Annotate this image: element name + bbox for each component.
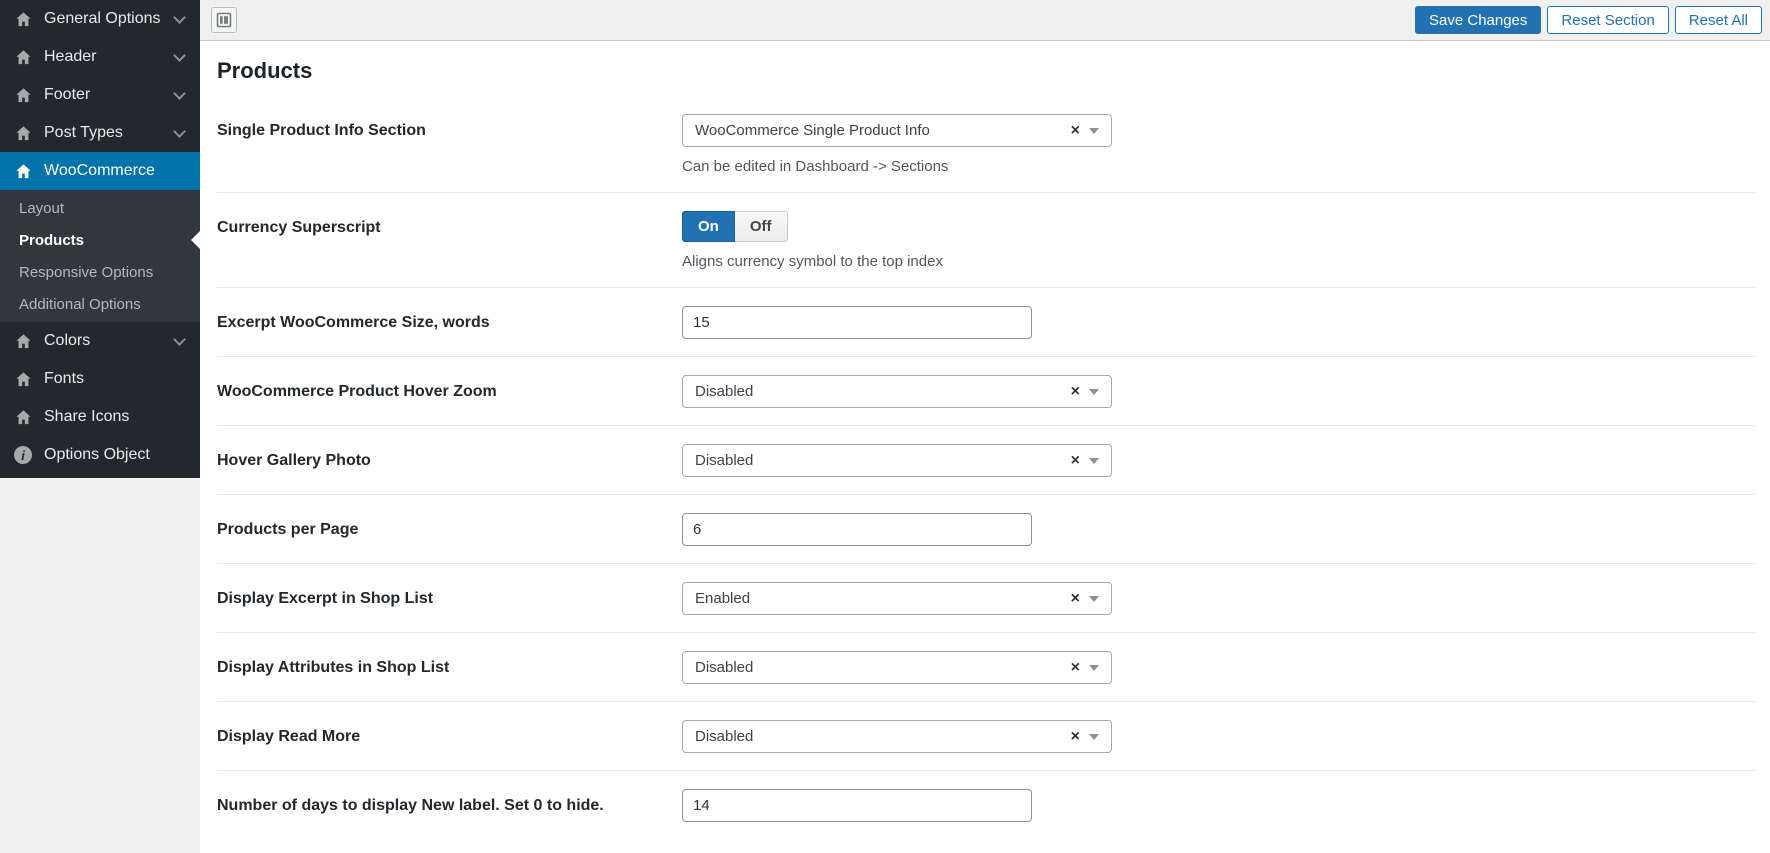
toggle-off-button[interactable]: Off <box>735 211 788 242</box>
clear-selection-icon[interactable]: × <box>1070 727 1080 745</box>
woocommerce-submenu <box>0 190 200 322</box>
sidebar-item-header[interactable] <box>0 38 200 76</box>
submenu-item-responsive-options[interactable] <box>0 256 200 288</box>
sidebar-item-label: Colors <box>44 332 91 349</box>
chevron-down-icon <box>173 125 186 138</box>
clear-selection-icon[interactable]: × <box>1070 121 1080 139</box>
dropdown-arrow-icon[interactable] <box>1089 734 1099 740</box>
sidebar-item-share-icons[interactable] <box>0 398 200 436</box>
selected-value: WooCommerce Single Product Info <box>695 122 930 139</box>
form-row <box>217 96 1755 193</box>
sidebar-item-label: Header <box>44 48 97 65</box>
single-product-info-select[interactable] <box>682 114 1112 147</box>
selected-value: Disabled <box>695 452 754 469</box>
home-icon <box>13 161 33 181</box>
field-label: WooCommerce Product Hover Zoom <box>217 383 497 400</box>
display-attributes-select[interactable] <box>682 651 1112 684</box>
submenu-item-additional-options[interactable] <box>0 288 200 320</box>
form-row <box>217 357 1755 426</box>
save-changes-button[interactable]: Save Changes <box>1415 6 1541 34</box>
chevron-down-icon <box>173 87 186 100</box>
options-content <box>200 41 1770 853</box>
field-label: Products per Page <box>217 521 359 538</box>
form-row <box>217 633 1755 702</box>
clear-selection-icon[interactable]: × <box>1070 382 1080 400</box>
currency-superscript-toggle <box>682 211 788 242</box>
submenu-item-layout[interactable] <box>0 192 200 224</box>
dropdown-arrow-icon[interactable] <box>1089 665 1099 671</box>
clear-selection-icon[interactable]: × <box>1070 451 1080 469</box>
options-toolbar <box>200 0 1770 41</box>
sidebar-item-post-types[interactable] <box>0 114 200 152</box>
display-excerpt-select[interactable] <box>682 582 1112 615</box>
submenu-item-label: Layout <box>19 199 65 217</box>
toolbar-actions <box>1415 6 1762 34</box>
home-icon <box>13 369 33 389</box>
field-label: Display Attributes in Shop List <box>217 659 450 676</box>
home-icon <box>13 9 33 29</box>
sidebar-item-label: Share Icons <box>44 408 130 425</box>
sidebar-nav <box>0 0 200 478</box>
form-row <box>217 771 1755 839</box>
hover-zoom-select[interactable] <box>682 375 1112 408</box>
submenu-item-label: Additional Options <box>19 295 141 313</box>
excerpt-size-input[interactable] <box>682 306 1032 339</box>
sidebar-item-label: General Options <box>44 10 161 27</box>
field-label: Hover Gallery Photo <box>217 452 371 469</box>
field-label: Display Excerpt in Shop List <box>217 590 434 607</box>
sidebar-item-general-options[interactable] <box>0 0 200 38</box>
expand-options-button[interactable] <box>211 7 237 33</box>
sidebar-item-label: Footer <box>44 86 91 103</box>
current-item-arrow-icon <box>191 231 200 249</box>
sidebar-item-colors[interactable] <box>0 322 200 360</box>
sidebar-item-label: Options Object <box>44 446 150 463</box>
toggle-on-button[interactable]: On <box>682 211 735 242</box>
field-label: Excerpt WooCommerce Size, words <box>217 314 490 331</box>
home-icon <box>13 47 33 67</box>
form-row <box>217 193 1755 288</box>
sidebar-item-label: WooCommerce <box>44 162 155 179</box>
dropdown-arrow-icon[interactable] <box>1089 128 1099 134</box>
field-label: Display Read More <box>217 728 361 745</box>
options-sidebar <box>0 0 200 853</box>
display-read-more-select[interactable] <box>682 720 1112 753</box>
main-panel <box>200 0 1770 853</box>
clear-selection-icon[interactable]: × <box>1070 658 1080 676</box>
selected-value: Disabled <box>695 728 754 745</box>
sidebar-item-options-object[interactable] <box>0 436 200 474</box>
info-icon: i <box>13 445 33 465</box>
clear-selection-icon[interactable]: × <box>1070 589 1080 607</box>
home-icon <box>13 331 33 351</box>
sidebar-item-label: Fonts <box>44 370 85 387</box>
submenu-item-label: Responsive Options <box>19 263 154 281</box>
chevron-down-icon <box>173 49 186 62</box>
form-row <box>217 702 1755 771</box>
form-row <box>217 288 1755 357</box>
home-icon <box>13 85 33 105</box>
sidebar-item-footer[interactable] <box>0 76 200 114</box>
field-label: Currency Superscript <box>217 219 381 236</box>
sidebar-item-woocommerce[interactable] <box>0 152 200 190</box>
selected-value: Disabled <box>695 659 754 676</box>
products-per-page-input[interactable] <box>682 513 1032 546</box>
selected-value: Disabled <box>695 383 754 400</box>
chevron-down-icon <box>173 333 186 346</box>
dropdown-arrow-icon[interactable] <box>1089 458 1099 464</box>
dropdown-arrow-icon[interactable] <box>1089 389 1099 395</box>
layout-toggle-icon <box>216 12 232 28</box>
page-title: Products <box>217 58 313 83</box>
field-help-text: Aligns currency symbol to the top index <box>682 253 943 270</box>
field-label: Number of days to display New label. Set 0 to hide. <box>217 797 604 814</box>
submenu-item-products[interactable] <box>0 224 200 256</box>
hover-gallery-photo-select[interactable] <box>682 444 1112 477</box>
home-icon <box>13 407 33 427</box>
chevron-down-icon <box>173 11 186 24</box>
form-row <box>217 564 1755 633</box>
sidebar-item-fonts[interactable] <box>0 360 200 398</box>
dropdown-arrow-icon[interactable] <box>1089 596 1099 602</box>
field-help-text: Can be edited in Dashboard -> Sections <box>682 158 949 175</box>
reset-all-button[interactable]: Reset All <box>1675 6 1762 34</box>
sidebar-item-label: Post Types <box>44 124 123 141</box>
field-label: Single Product Info Section <box>217 122 426 139</box>
form-row <box>217 426 1755 495</box>
home-icon <box>13 123 33 143</box>
new-label-days-input[interactable] <box>682 789 1032 822</box>
selected-value: Enabled <box>695 590 751 607</box>
form-row <box>217 495 1755 564</box>
submenu-item-label: Products <box>19 231 85 249</box>
reset-section-button[interactable]: Reset Section <box>1547 6 1668 34</box>
